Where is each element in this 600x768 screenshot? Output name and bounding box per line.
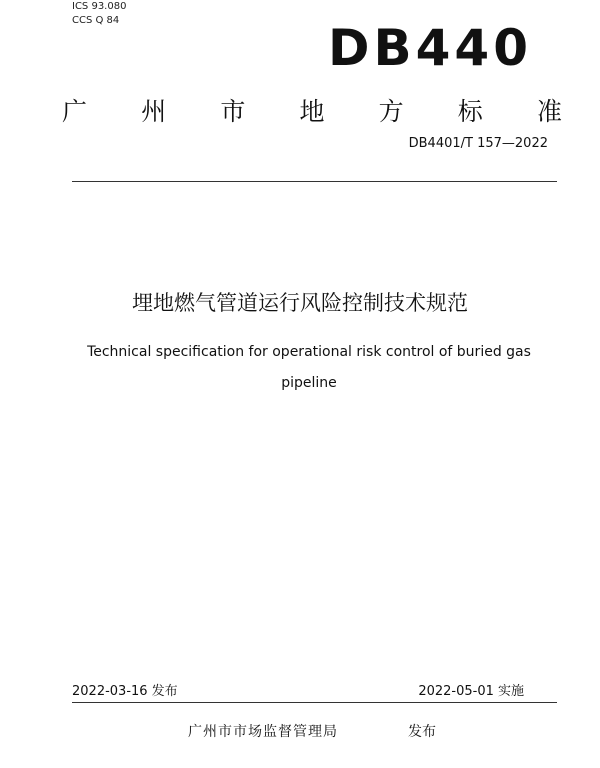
ics-code: ICS 93.080 xyxy=(72,1,127,12)
implementation-date: 2022-05-01 实施 xyxy=(418,684,524,699)
standard-type-char: 广 xyxy=(62,97,88,126)
standard-type-char: 准 xyxy=(536,97,562,126)
standard-type-char: 市 xyxy=(220,97,246,126)
issue-date: 2022-03-16 发布 xyxy=(72,684,178,699)
ccs-code: CCS Q 84 xyxy=(72,15,120,26)
bottom-divider xyxy=(72,702,557,703)
document-title-chinese: 埋地燃气管道运行风险控制技术规范 xyxy=(132,291,468,315)
standard-type-char: 方 xyxy=(378,97,404,126)
top-divider xyxy=(72,181,557,182)
standard-type-char: 标 xyxy=(457,97,483,126)
issuing-authority: 广州市市场监督管理局 xyxy=(188,724,338,740)
document-title-english-line1: Technical specification for operational risk control of buried gas xyxy=(87,344,531,360)
standard-type-heading xyxy=(62,92,562,132)
standard-type-char: 州 xyxy=(141,97,167,126)
standard-type-char: 地 xyxy=(299,97,325,126)
standard-number: DB4401/T 157—2022 xyxy=(408,136,548,151)
standard-logo: DB440 xyxy=(328,19,532,77)
publish-label: 发布 xyxy=(408,724,436,740)
document-title-english-line2: pipeline xyxy=(281,375,337,391)
